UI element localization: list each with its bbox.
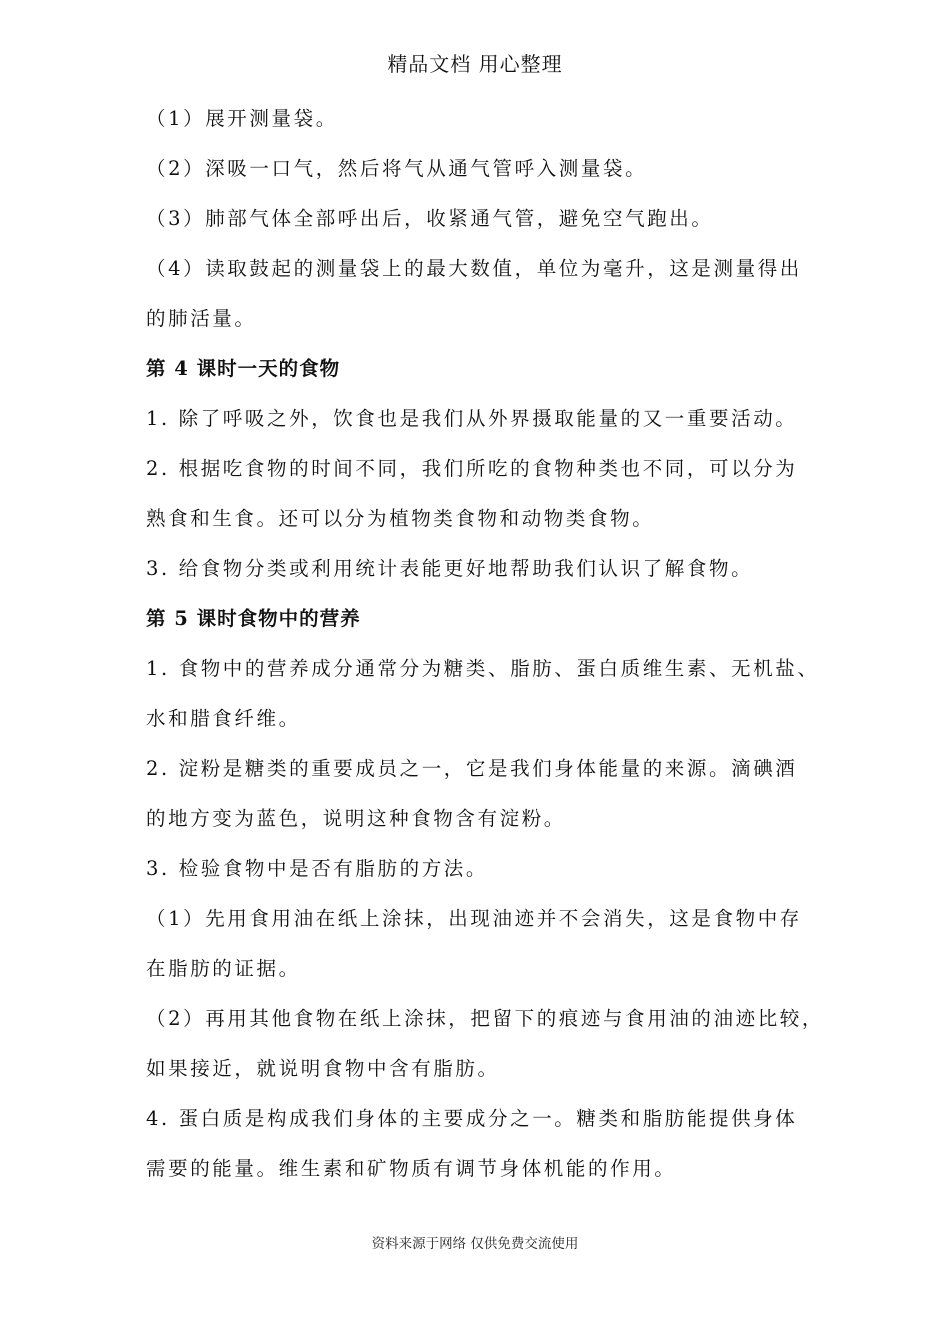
text-line: 熟食和生食。还可以分为植物类食物和动物类食物。 <box>146 507 655 530</box>
text-line: 需要的能量。维生素和矿物质有调节身体机能的作用。 <box>146 1157 677 1180</box>
text-line: 4. 蛋白质是构成我们身体的主要成分之一。糖类和脂肪能提供身体 <box>146 1107 798 1130</box>
page-footer: 资料来源于网络 仅供免费交流使用 <box>371 1236 579 1252</box>
text-line: 2. 淀粉是糖类的重要成员之一，它是我们身体能量的来源。滴碘酒 <box>146 757 798 780</box>
text-line: 在脂肪的证据。 <box>146 957 301 980</box>
section-heading: 第 4 课时一天的食物 <box>146 357 341 380</box>
text-line: 3. 检验食物中是否有脂肪的方法。 <box>146 857 489 880</box>
text-line: 如果接近，就说明食物中含有脂肪。 <box>146 1057 500 1080</box>
document-body <box>146 94 825 1194</box>
text-line: （4）读取鼓起的测量袋上的最大数值，单位为毫升，这是测量得出 <box>146 257 802 280</box>
text-line: （2）再用其他食物在纸上涂抹，把留下的痕迹与食用油的油迹比较， <box>146 1007 825 1030</box>
text-line: （2）深吸一口气，然后将气从通气管呼入测量袋。 <box>146 157 648 180</box>
text-line: （1）展开测量袋。 <box>146 107 338 130</box>
text-line: 1. 食物中的营养成分通常分为糖类、脂肪、蛋白质维生素、无机盐、 <box>146 657 820 680</box>
text-line: 水和腊食纤维。 <box>146 707 301 730</box>
text-line: 1. 除了呼吸之外，饮食也是我们从外界摄取能量的又一重要活动。 <box>146 407 798 430</box>
text-line: 3. 给食物分类或利用统计表能更好地帮助我们认识了解食物。 <box>146 557 754 580</box>
text-line: （1）先用食用油在纸上涂抹，出现油迹并不会消失，这是食物中存 <box>146 907 802 930</box>
page-header: 精品文档 用心整理 <box>387 52 563 76</box>
text-line: （3）肺部气体全部呼出后，收紧通气管，避免空气跑出。 <box>146 207 714 230</box>
text-line: 的肺活量。 <box>146 307 257 330</box>
text-line: 的地方变为蓝色，说明这种食物含有淀粉。 <box>146 807 566 830</box>
text-line: 2. 根据吃食物的时间不同，我们所吃的食物种类也不同，可以分为 <box>146 457 798 480</box>
section-heading: 第 5 课时食物中的营养 <box>146 607 361 630</box>
